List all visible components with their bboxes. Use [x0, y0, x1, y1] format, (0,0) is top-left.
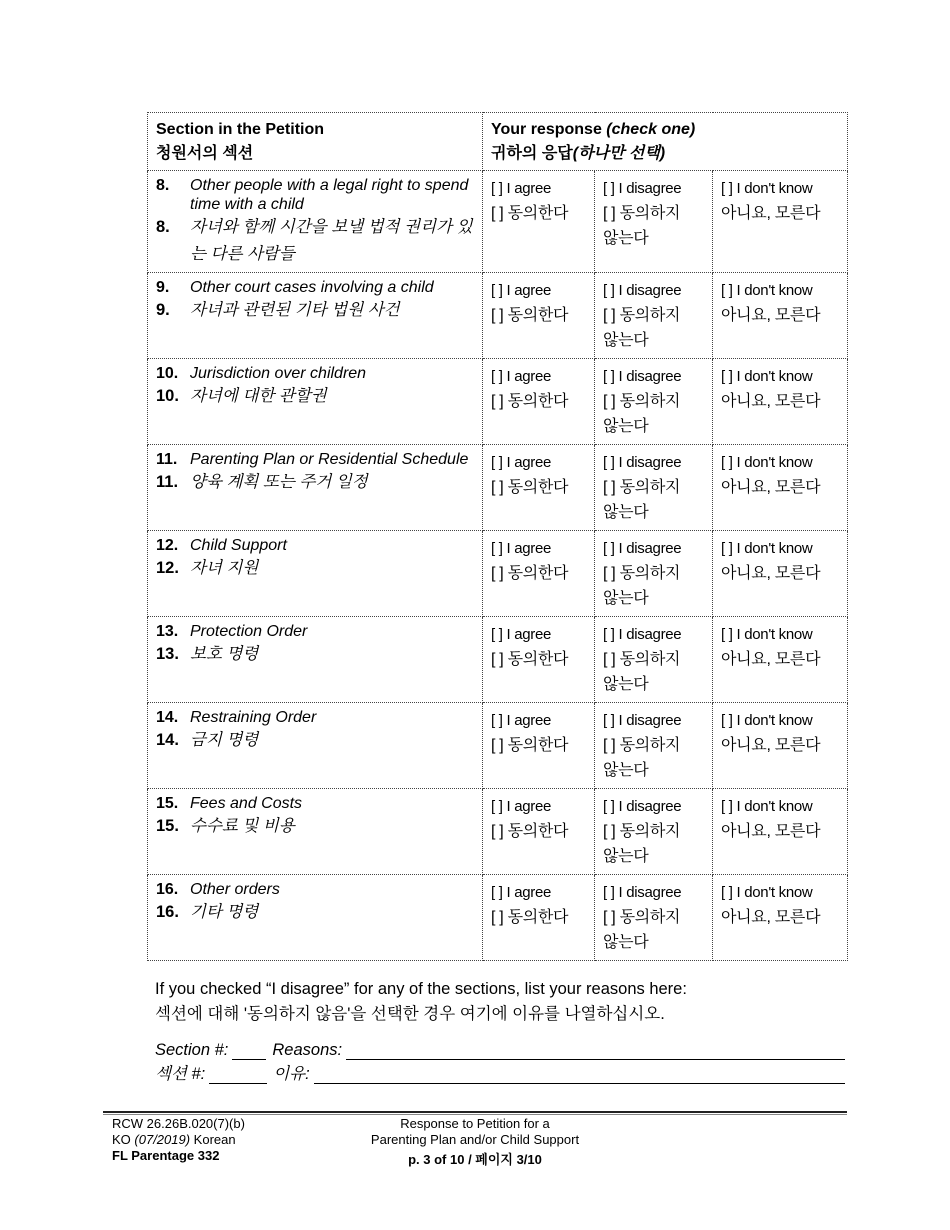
agree-option[interactable]	[483, 359, 595, 445]
disagree-label-ko-2: 않는다	[603, 934, 649, 951]
dont-know-option[interactable]	[713, 273, 848, 359]
disagree-label-en: [ ] I disagree	[603, 712, 682, 729]
section-title-en: Child Support	[190, 537, 287, 554]
agree-option[interactable]	[483, 273, 595, 359]
dont-know-label-ko: 아니요, 모른다	[721, 651, 821, 668]
dont-know-label-en: [ ] I don't know	[721, 626, 813, 643]
agree-label-ko: [ ] 동의한다	[491, 205, 569, 222]
agree-option[interactable]	[483, 703, 595, 789]
section-cell	[148, 171, 483, 273]
section-cell	[148, 789, 483, 875]
disagree-label-ko: [ ] 동의하지	[603, 565, 681, 582]
section-line-ko	[156, 813, 474, 840]
section-line-en	[156, 364, 474, 383]
agree-option[interactable]	[483, 171, 595, 273]
section-line-en	[156, 176, 474, 214]
section-title-en: Jurisdiction over children	[190, 365, 367, 382]
section-number: 10.	[156, 365, 179, 382]
agree-label-en: [ ] I agree	[491, 540, 552, 557]
agree-label-ko: [ ] 동의한다	[491, 909, 569, 926]
section-cell	[148, 273, 483, 359]
footer-divider	[103, 1111, 847, 1113]
footer-rcw: RCW 26.26B.020(7)(b)	[112, 1116, 245, 1131]
dont-know-label-ko: 아니요, 모른다	[721, 565, 821, 582]
section-title-ko: 자녀 지원	[190, 559, 259, 577]
dont-know-option[interactable]	[713, 789, 848, 875]
reasons-field-ko[interactable]	[314, 1065, 845, 1084]
section-title-ko: 양육 계획 또는 주거 일정	[190, 473, 368, 491]
section-number: 13.	[156, 623, 179, 640]
section-cell	[148, 875, 483, 961]
section-title-ko: 금지 명령	[190, 731, 259, 749]
dont-know-label-en: [ ] I don't know	[721, 798, 813, 815]
section-header	[148, 113, 483, 171]
section-title-en: Restraining Order	[190, 709, 317, 726]
disagree-label-en: [ ] I disagree	[603, 454, 682, 471]
section-cell	[148, 359, 483, 445]
section-number-ko: 11.	[156, 473, 179, 491]
reasons-label-ko: 이유:	[273, 1065, 310, 1083]
reasons-row-en	[155, 1036, 845, 1060]
response-table	[147, 112, 848, 961]
dont-know-label-ko: 아니요, 모른다	[721, 307, 821, 324]
disagree-label-en: [ ] I disagree	[603, 884, 682, 901]
section-line-ko	[156, 214, 474, 268]
instructions-en: If you checked “I disagree” for any of the sections, list your reasons here:	[155, 980, 687, 998]
agree-label-ko: [ ] 동의한다	[491, 307, 569, 324]
table-row	[148, 531, 848, 617]
section-number-ko: 10.	[156, 387, 179, 405]
section-number-label-ko: 섹션 #:	[155, 1065, 206, 1083]
table-row	[148, 789, 848, 875]
dont-know-label-en: [ ] I don't know	[721, 540, 813, 557]
response-header-en: Your response (check one)	[491, 121, 696, 138]
footer-divider-thin	[103, 1114, 847, 1115]
dont-know-option[interactable]	[713, 445, 848, 531]
agree-label-en: [ ] I agree	[491, 454, 552, 471]
reasons-field-en[interactable]	[346, 1041, 845, 1060]
disagree-label-en: [ ] I disagree	[603, 540, 682, 557]
section-title-ko: 수수료 및 비용	[190, 817, 295, 835]
section-title-ko: 자녀과 관련된 기타 법원 사건	[190, 301, 400, 319]
disagree-option[interactable]	[595, 171, 713, 273]
disagree-option[interactable]	[595, 273, 713, 359]
response-header-ko: 귀하의 응답(하나만 선택)	[491, 145, 666, 162]
section-cell	[148, 445, 483, 531]
agree-label-en: [ ] I agree	[491, 712, 552, 729]
footer-language: KO (07/2019) Korean	[112, 1132, 236, 1147]
footer-form-number: FL Parentage 332	[112, 1148, 220, 1163]
disagree-label-ko: [ ] 동의하지	[603, 651, 681, 668]
disagree-option[interactable]	[595, 359, 713, 445]
agree-label-ko: [ ] 동의한다	[491, 393, 569, 410]
section-header-ko: 청원서의 섹션	[156, 145, 254, 162]
disagree-label-ko-2: 않는다	[603, 590, 649, 607]
section-line-en	[156, 794, 474, 813]
agree-option[interactable]	[483, 445, 595, 531]
section-line-ko	[156, 641, 474, 668]
agree-option[interactable]	[483, 875, 595, 961]
section-number-ko: 16.	[156, 903, 179, 921]
dont-know-label-en: [ ] I don't know	[721, 454, 813, 471]
dont-know-option[interactable]	[713, 703, 848, 789]
section-cell	[148, 531, 483, 617]
dont-know-option[interactable]	[713, 359, 848, 445]
table-row	[148, 445, 848, 531]
disagree-label-ko-2: 않는다	[603, 418, 649, 435]
section-title-ko: 자녀와 함께 시간을 보낼 법적 권리가 있는 다른 사람들	[190, 218, 473, 263]
dont-know-label-ko: 아니요, 모른다	[721, 737, 821, 754]
reasons-row-ko	[155, 1060, 845, 1084]
disagree-label-ko: [ ] 동의하지	[603, 823, 681, 840]
agree-label-ko: [ ] 동의한다	[491, 737, 569, 754]
dont-know-label-ko: 아니요, 모른다	[721, 909, 821, 926]
section-number-label-en: Section #:	[155, 1041, 229, 1059]
section-number: 16.	[156, 881, 179, 898]
disagree-option[interactable]	[595, 531, 713, 617]
section-title-en: Other people with a legal right to spend time with a child	[190, 177, 469, 213]
agree-label-ko: [ ] 동의한다	[491, 565, 569, 582]
agree-option[interactable]	[483, 531, 595, 617]
dont-know-option[interactable]	[713, 617, 848, 703]
disagree-label-en: [ ] I disagree	[603, 368, 682, 385]
section-line-en	[156, 880, 474, 899]
dont-know-label-en: [ ] I don't know	[721, 712, 813, 729]
section-line-en	[156, 278, 474, 297]
dont-know-option[interactable]	[713, 171, 848, 273]
section-number-ko: 14.	[156, 731, 179, 749]
section-line-en	[156, 708, 474, 727]
section-line-en	[156, 450, 474, 469]
agree-option[interactable]	[483, 789, 595, 875]
disagree-instructions	[155, 977, 687, 1027]
disagree-option[interactable]	[595, 617, 713, 703]
section-number: 14.	[156, 709, 179, 726]
agree-label-en: [ ] I agree	[491, 282, 552, 299]
footer-title	[355, 1116, 595, 1168]
section-line-ko	[156, 383, 474, 410]
table-row	[148, 875, 848, 961]
disagree-label-ko: [ ] 동의하지	[603, 479, 681, 496]
footer-title-line-1: Response to Petition for a	[400, 1116, 550, 1131]
footer-page-number: p. 3 of 10 / 페이지 3/10	[408, 1152, 542, 1167]
dont-know-label-ko: 아니요, 모른다	[721, 479, 821, 496]
agree-label-en: [ ] I agree	[491, 884, 552, 901]
agree-label-en: [ ] I agree	[491, 798, 552, 815]
disagree-label-ko: [ ] 동의하지	[603, 737, 681, 754]
table-row	[148, 617, 848, 703]
section-line-ko	[156, 469, 474, 496]
section-title-ko: 자녀에 대한 관할권	[190, 387, 327, 405]
dont-know-label-en: [ ] I don't know	[721, 884, 813, 901]
disagree-label-ko: [ ] 동의하지	[603, 393, 681, 410]
dont-know-label-en: [ ] I don't know	[721, 282, 813, 299]
section-number: 8.	[156, 177, 170, 194]
agree-label-ko: [ ] 동의한다	[491, 651, 569, 668]
dont-know-option[interactable]	[713, 531, 848, 617]
disagree-label-ko: [ ] 동의하지	[603, 205, 681, 222]
disagree-label-ko-2: 않는다	[603, 848, 649, 865]
table-row	[148, 703, 848, 789]
section-title-en: Protection Order	[190, 623, 308, 640]
disagree-label-ko-2: 않는다	[603, 676, 649, 693]
response-header	[483, 113, 848, 171]
section-line-en	[156, 536, 474, 555]
section-line-ko	[156, 555, 474, 582]
section-number: 15.	[156, 795, 179, 812]
section-title-en: Other court cases involving a child	[190, 279, 434, 296]
disagree-option[interactable]	[595, 875, 713, 961]
table-row	[148, 359, 848, 445]
agree-label-en: [ ] I agree	[491, 626, 552, 643]
section-number-ko: 15.	[156, 817, 179, 835]
section-line-ko	[156, 899, 474, 926]
section-number-ko: 8.	[156, 218, 170, 236]
disagree-label-ko-2: 않는다	[603, 230, 649, 247]
reasons-lines	[155, 1036, 845, 1084]
disagree-label-ko-2: 않는다	[603, 504, 649, 521]
table-header-row	[148, 113, 848, 171]
table-row	[148, 273, 848, 359]
section-number: 11.	[156, 451, 178, 468]
disagree-label-ko: [ ] 동의하지	[603, 307, 681, 324]
section-number-ko: 13.	[156, 645, 179, 663]
agree-label-en: [ ] I agree	[491, 180, 552, 197]
disagree-option[interactable]	[595, 789, 713, 875]
footer-form-info	[112, 1116, 245, 1164]
section-number: 9.	[156, 279, 170, 296]
disagree-label-en: [ ] I disagree	[603, 282, 682, 299]
footer-title-line-2: Parenting Plan and/or Child Support	[370, 1132, 580, 1147]
disagree-option[interactable]	[595, 445, 713, 531]
section-cell	[148, 703, 483, 789]
disagree-label-en: [ ] I disagree	[603, 626, 682, 643]
disagree-option[interactable]	[595, 703, 713, 789]
dont-know-option[interactable]	[713, 875, 848, 961]
section-number: 12.	[156, 537, 179, 554]
section-title-ko: 기타 명령	[190, 903, 259, 921]
section-title-ko: 보호 명령	[190, 645, 259, 663]
section-line-en	[156, 622, 474, 641]
dont-know-label-en: [ ] I don't know	[721, 368, 813, 385]
section-header-en: Section in the Petition	[156, 121, 325, 138]
disagree-label-ko: [ ] 동의하지	[603, 909, 681, 926]
table-row	[148, 171, 848, 273]
reasons-label-en: Reasons:	[272, 1041, 343, 1059]
agree-label-en: [ ] I agree	[491, 368, 552, 385]
section-title-en: Other orders	[190, 881, 280, 898]
section-number-ko: 9.	[156, 301, 170, 319]
disagree-label-en: [ ] I disagree	[603, 180, 682, 197]
section-title-en: Fees and Costs	[190, 795, 303, 812]
agree-label-ko: [ ] 동의한다	[491, 823, 569, 840]
agree-label-ko: [ ] 동의한다	[491, 479, 569, 496]
disagree-label-en: [ ] I disagree	[603, 798, 682, 815]
instructions-ko: 섹션에 대해 '동의하지 않음'을 선택한 경우 여기에 이유를 나열하십시오.	[155, 1005, 665, 1023]
disagree-label-ko-2: 않는다	[603, 762, 649, 779]
dont-know-label-ko: 아니요, 모른다	[721, 393, 821, 410]
disagree-label-ko-2: 않는다	[603, 332, 649, 349]
agree-option[interactable]	[483, 617, 595, 703]
dont-know-label-ko: 아니요, 모른다	[721, 823, 821, 840]
dont-know-label-en: [ ] I don't know	[721, 180, 813, 197]
section-line-ko	[156, 727, 474, 754]
section-line-ko	[156, 297, 474, 324]
section-title-en: Parenting Plan or Residential Schedule	[190, 451, 469, 468]
section-number-ko: 12.	[156, 559, 179, 577]
dont-know-label-ko: 아니요, 모른다	[721, 205, 821, 222]
section-cell	[148, 617, 483, 703]
section-number-field-en[interactable]	[232, 1041, 266, 1060]
section-number-field-ko[interactable]	[209, 1065, 267, 1084]
